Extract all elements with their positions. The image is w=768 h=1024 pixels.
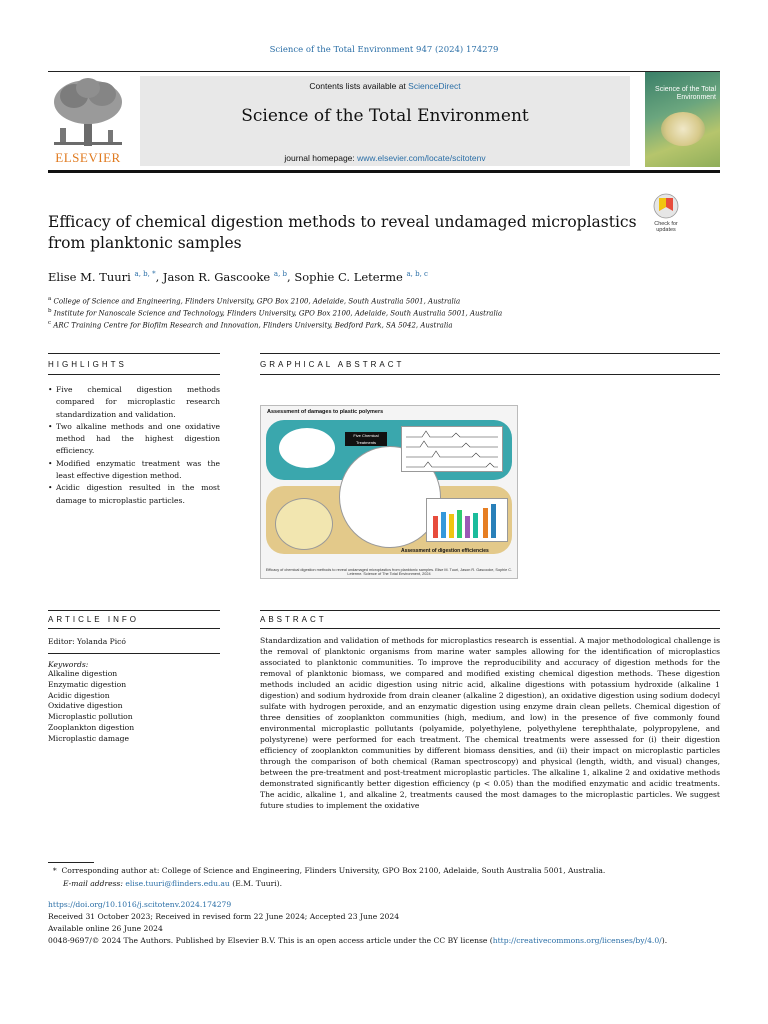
ga-panel-title: Assessment of damages to plastic polymers: [267, 409, 384, 415]
ga-plastics-icon: [279, 428, 335, 468]
abstract-heading: ABSTRACT: [260, 615, 327, 624]
cover-image: [661, 112, 705, 146]
highlights-heading: HIGHLIGHTS: [48, 360, 127, 369]
crossmark-label: Check for updates: [654, 221, 678, 233]
keywords-label: Keywords:: [48, 660, 89, 669]
contents-line: Contents lists available at ScienceDirect: [309, 81, 461, 91]
highlight-item: • Five chemical digestion methods compared for microplastic research standardization and validation.: [56, 384, 220, 421]
check-for-updates-badge[interactable]: [648, 193, 684, 233]
license-link[interactable]: http://creativecommons.org/licenses/by/4.0/: [492, 936, 662, 945]
editor-rule: [48, 653, 220, 654]
email-link[interactable]: elise.tuuri@flinders.edu.au: [125, 879, 230, 888]
abstract-text: Standardization and validation of methods for microplastics research is essential. A major methodological challenge is the removal of planktonic organisms from marine water samples allowing for the identification of microplastics associated to planktonic communities. To improve the reproducibility and accuracy of digestion methods for the removal of planktonic biomass, we compared and modified existing chemical digestion methods. These digestion methods included an acidic digestion using nitric acid, alkaline digestions with potassium hydroxide (alkaline 1 digestion) and sodium hydroxide from drain cleaner (alkaline 2 digestion), an oxidative digestion using sodium dodecyl sulfate with hydrogen peroxide, and an enzymatic digestion using enzyme drain clean pellets. Chemical digestion of three densities of zooplankton communities (high, medium, and low) in the presence of five commonly found environmental microplastic pollutants (polyamide, polyethylene, polyethylene terephthalate, polypropylene, and polystyrene) were performed for each treatment. The chemical treatments were assessed for (i) their digestion efficiency of zooplankton communities by different biomass densities, and (ii) their impact on microplastic particles through the comparison of both chemical (Raman spectroscopy) and physical (length, width, and visual) changes, between the pre-treatment and post-treatment microplastic particles. The alkaline 1, alkaline 2 and oxidative methods demonstrated significantly better digestion efficiency (p < 0.05) than the modified enzymatic and acidic treatments. The acidic, alkaline 1, and alkaline 2, treatments caused the most damages to the microplastic particles. We suggest future studies to implement the oxidative: [260, 636, 720, 810]
author-affiliation-marks[interactable]: a, b: [273, 270, 287, 279]
header-rule-top: [48, 71, 720, 72]
cover-title: Science of the Total Environment: [655, 86, 716, 101]
license-line: 0048-9697/© 2024 The Authors. Published by Elsevier B.V. This is an open access article under the CC BY license (http://creativecommons.org/licenses/by/4.0/).: [48, 936, 668, 945]
affiliation: $^b$ Institute for Nanoscale Science and Technology, Flinders University, GPO Box 2100, Adelaide, South Australia 5001, Australia: [48, 308, 503, 318]
ga-plankton-icon: [275, 498, 333, 550]
graphical-abstract-heading: GRAPHICAL ABSTRACT: [260, 360, 405, 369]
article-info-heading: ARTICLE INFO: [48, 615, 139, 624]
highlight-item: • Modified enzymatic treatment was the least effective digestion method.: [56, 458, 220, 483]
author-name[interactable]: Sophie C. Leterme: [294, 270, 403, 284]
ga-bar: [449, 514, 454, 538]
ga-bar: [433, 516, 438, 538]
author-name[interactable]: Jason R. Gascooke: [162, 270, 271, 284]
graphical-abstract-figure[interactable]: [260, 405, 518, 579]
author-affiliation-marks[interactable]: a, b, c: [406, 270, 428, 279]
ga-bar: [491, 504, 496, 538]
author-list: Elise M. Tuuri $^{a, b, *}$, Jason R. Gascooke $^{a, b}$, Sophie C. Leterme $^{a, b, c}$: [48, 270, 428, 284]
article-info-rule-top: [48, 610, 220, 611]
keywords-block: [48, 660, 220, 745]
ga-bar: [441, 512, 446, 538]
keyword: Enzymatic digestion: [48, 679, 127, 689]
ga-bar: [465, 516, 470, 538]
journal-cover[interactable]: [645, 72, 720, 167]
article-info-rule: [48, 628, 220, 629]
header-rule-bottom: [48, 170, 720, 173]
editor-line: Editor: Yolanda Picó: [48, 637, 126, 646]
graphical-abstract-rule: [260, 374, 720, 375]
highlight-item: • Two alkaline methods and one oxidative method had the highest digestion efficiency.: [56, 421, 220, 458]
abstract-rule-top: [260, 610, 720, 611]
journal-title: Science of the Total Environment: [241, 106, 529, 126]
article-title: Efficacy of chemical digestion methods to reveal undamaged microplastics from planktonic samples: [48, 213, 637, 252]
keyword: Microplastic damage: [48, 733, 129, 743]
author-affiliation-marks[interactable]: a, b, *: [134, 270, 156, 279]
corresponding-author-note: * Corresponding author at: College of Science and Engineering, Flinders University, GPO Box 2100, Adelaide, South Australia 5001, Australia.: [48, 866, 606, 875]
keyword: Oxidative digestion: [48, 701, 123, 711]
ga-center-label: Five Chemical Treatments: [345, 432, 387, 446]
ga-footer-caption: Efficacy of chemical digestion methods to reveal undamaged microplastics from planktonic samples. Elise M. Tuuri, Jason R. Gascooke, Sophie C. Leterme. Science of The Total Environment, 2024: [265, 568, 513, 576]
highlights-list: [48, 384, 220, 507]
ga-efficiency-chart: [426, 498, 508, 542]
keyword: Acidic digestion: [48, 690, 110, 700]
ga-bar: [457, 510, 462, 538]
ga-spectra-panel: [401, 426, 503, 472]
highlight-item: • Acidic digestion resulted in the most damage to microplastic particles.: [56, 482, 220, 507]
keyword: Zooplankton digestion: [48, 722, 135, 732]
author-name[interactable]: Elise M. Tuuri: [48, 270, 131, 284]
graphical-abstract-rule-top: [260, 353, 720, 354]
ga-bottom-label: Assessment of digestion efficiencies: [401, 548, 489, 554]
tree-icon: [48, 76, 128, 152]
email-line: E-mail address: elise.tuuri@flinders.edu.au (E.M. Tuuri).: [63, 879, 283, 888]
keyword: Microplastic pollution: [48, 712, 133, 722]
footnote-rule: [48, 862, 94, 863]
publisher-logo-text: ELSEVIER: [55, 150, 121, 165]
received-dates: Received 31 October 2023; Received in revised form 22 June 2024; Accepted 23 June 2024: [48, 912, 400, 921]
journal-reference[interactable]: Science of the Total Environment 947 (2024) 174279: [269, 45, 499, 55]
ga-bar: [473, 513, 478, 538]
highlights-rule-top: [48, 353, 220, 354]
sciencedirect-link[interactable]: ScienceDirect: [408, 81, 461, 91]
crossmark-icon: [648, 193, 684, 219]
journal-homepage-line: journal homepage: www.elsevier.com/locate/scitotenv: [284, 153, 486, 163]
abstract-rule: [260, 628, 720, 629]
ga-bar: [483, 508, 488, 538]
doi-link[interactable]: https://doi.org/10.1016/j.scitotenv.2024.174279: [48, 900, 232, 909]
highlights-rule: [48, 374, 220, 375]
elsevier-logo[interactable]: [48, 76, 128, 166]
raman-spectra-icon: [402, 427, 502, 471]
affiliation: $^a$ College of Science and Engineering, Flinders University, GPO Box 2100, Adelaide, South Australia 5001, Australia: [48, 296, 461, 306]
affiliation: $^c$ ARC Training Centre for Biofilm Research and Innovation, Flinders University, Bedford Park, SA 5042, Australia: [48, 320, 453, 330]
journal-homepage-link[interactable]: www.elsevier.com/locate/scitotenv: [357, 153, 486, 163]
available-online: Available online 26 June 2024: [48, 924, 163, 933]
keyword: Alkaline digestion: [48, 669, 118, 678]
journal-masthead: [140, 76, 630, 166]
